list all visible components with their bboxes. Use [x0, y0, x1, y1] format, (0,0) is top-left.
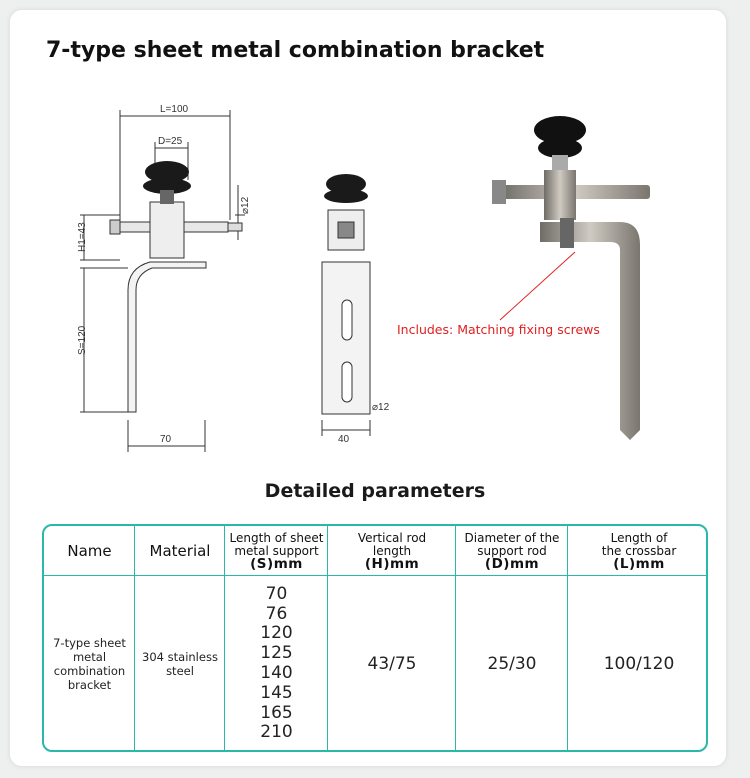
cell-vertical: 43/75	[367, 654, 417, 674]
header-length: Length of sheet metal support (S)mm	[229, 530, 324, 572]
callout-text: Includes: Matching fixing screws	[397, 322, 600, 337]
header-diameter: Diameter of the support rod (D)mm	[464, 530, 560, 572]
cell-material: 304 stainless steel	[142, 650, 218, 678]
dim-S-label: S=120	[77, 325, 88, 355]
cell-name: 7-type sheet metal combination bracket	[53, 636, 126, 692]
header-name: Name	[67, 541, 112, 560]
dim-70-label: 70	[160, 434, 172, 445]
cell-lengths: 70 76 120 125 140 145 165 210	[260, 583, 293, 743]
section-title: Detailed parameters	[264, 480, 486, 502]
cell-diameter: 25/30	[487, 654, 537, 674]
dim-L-label: L=100	[160, 104, 189, 115]
parameters-table	[42, 524, 708, 752]
dim-H1-label: H1=43	[77, 222, 88, 252]
cell-crossbar: 100/120	[603, 654, 675, 674]
dim-rod-label: ⌀12	[240, 196, 251, 214]
page-title: 7-type sheet metal combination bracket	[46, 38, 545, 63]
header-material: Material	[149, 541, 211, 560]
dim-hole-label: ⌀12	[372, 402, 390, 413]
header-crossbar: Length of the crossbar (L)mm	[601, 530, 677, 572]
header-vertical: Vertical rod length (H)mm	[357, 530, 427, 572]
dim-40-label: 40	[338, 434, 350, 445]
technical-drawing	[70, 90, 410, 460]
dim-D-label: D=25	[158, 136, 183, 147]
